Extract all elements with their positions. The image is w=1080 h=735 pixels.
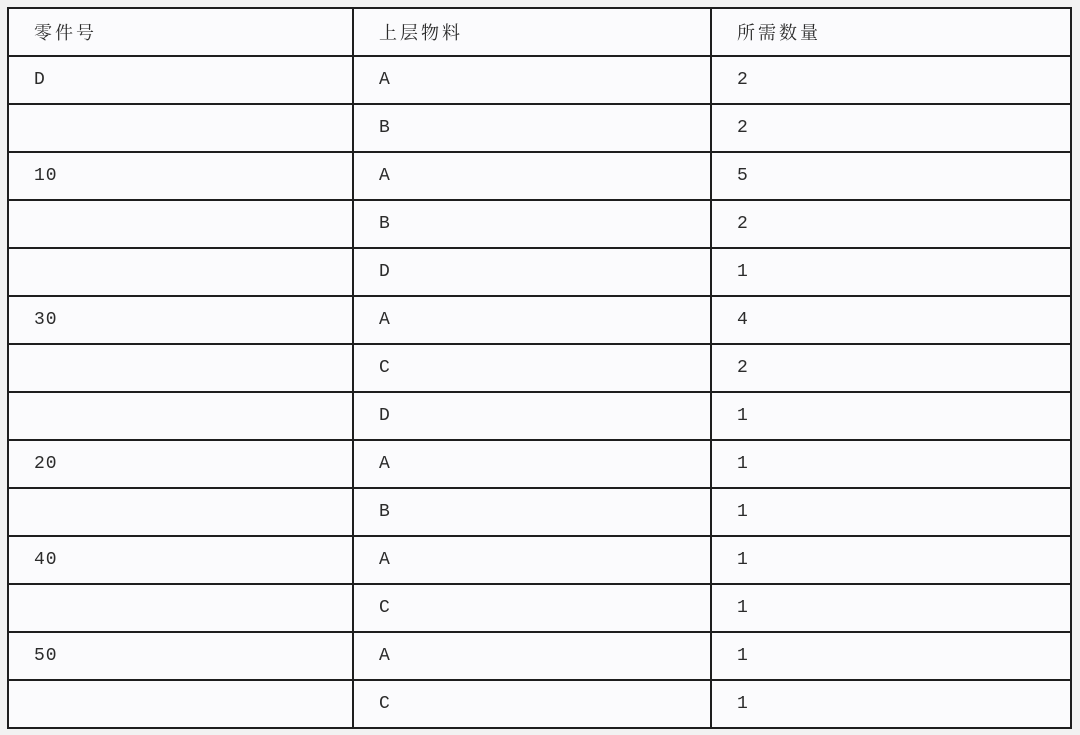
cell-required-quantity: 2 <box>711 56 1071 104</box>
header-row <box>8 8 1071 56</box>
table-row <box>8 440 1071 488</box>
cell-part-number: 20 <box>8 440 353 488</box>
cell-parent-material: D <box>353 392 711 440</box>
cell-required-quantity: 1 <box>711 392 1071 440</box>
cell-parent-material: C <box>353 584 711 632</box>
table-row <box>8 680 1071 728</box>
table-body <box>8 56 1071 728</box>
cell-required-quantity: 4 <box>711 296 1071 344</box>
cell-part-number: 30 <box>8 296 353 344</box>
cell-parent-material: A <box>353 536 711 584</box>
cell-required-quantity: 5 <box>711 152 1071 200</box>
cell-part-number <box>8 344 353 392</box>
cell-parent-material: A <box>353 296 711 344</box>
cell-part-number: 10 <box>8 152 353 200</box>
table-row <box>8 344 1071 392</box>
cell-part-number: D <box>8 56 353 104</box>
cell-required-quantity: 1 <box>711 536 1071 584</box>
table-row <box>8 296 1071 344</box>
table-row <box>8 56 1071 104</box>
cell-parent-material: A <box>353 632 711 680</box>
table-row <box>8 632 1071 680</box>
cell-required-quantity: 1 <box>711 248 1071 296</box>
cell-required-quantity: 1 <box>711 488 1071 536</box>
column-header-part-number: 零件号 <box>8 8 353 56</box>
cell-part-number <box>8 248 353 296</box>
table-row <box>8 200 1071 248</box>
cell-required-quantity: 2 <box>711 344 1071 392</box>
cell-required-quantity: 1 <box>711 584 1071 632</box>
table-header <box>8 8 1071 56</box>
cell-parent-material: C <box>353 680 711 728</box>
table-row <box>8 584 1071 632</box>
cell-parent-material: A <box>353 56 711 104</box>
column-header-parent-material: 上层物料 <box>353 8 711 56</box>
cell-parent-material: C <box>353 344 711 392</box>
cell-parent-material: B <box>353 488 711 536</box>
table-row <box>8 152 1071 200</box>
cell-part-number <box>8 104 353 152</box>
cell-required-quantity: 1 <box>711 680 1071 728</box>
bom-table <box>7 7 1072 729</box>
cell-parent-material: A <box>353 152 711 200</box>
table-row <box>8 104 1071 152</box>
cell-required-quantity: 2 <box>711 200 1071 248</box>
table-row <box>8 536 1071 584</box>
cell-required-quantity: 1 <box>711 632 1071 680</box>
cell-parent-material: B <box>353 200 711 248</box>
cell-part-number: 50 <box>8 632 353 680</box>
cell-part-number: 40 <box>8 536 353 584</box>
cell-parent-material: D <box>353 248 711 296</box>
cell-required-quantity: 2 <box>711 104 1071 152</box>
cell-parent-material: A <box>353 440 711 488</box>
column-header-required-quantity: 所需数量 <box>711 8 1071 56</box>
cell-part-number <box>8 392 353 440</box>
cell-parent-material: B <box>353 104 711 152</box>
cell-part-number <box>8 584 353 632</box>
table-row <box>8 248 1071 296</box>
cell-part-number <box>8 680 353 728</box>
table-row <box>8 488 1071 536</box>
cell-part-number <box>8 200 353 248</box>
cell-required-quantity: 1 <box>711 440 1071 488</box>
cell-part-number <box>8 488 353 536</box>
table-row <box>8 392 1071 440</box>
